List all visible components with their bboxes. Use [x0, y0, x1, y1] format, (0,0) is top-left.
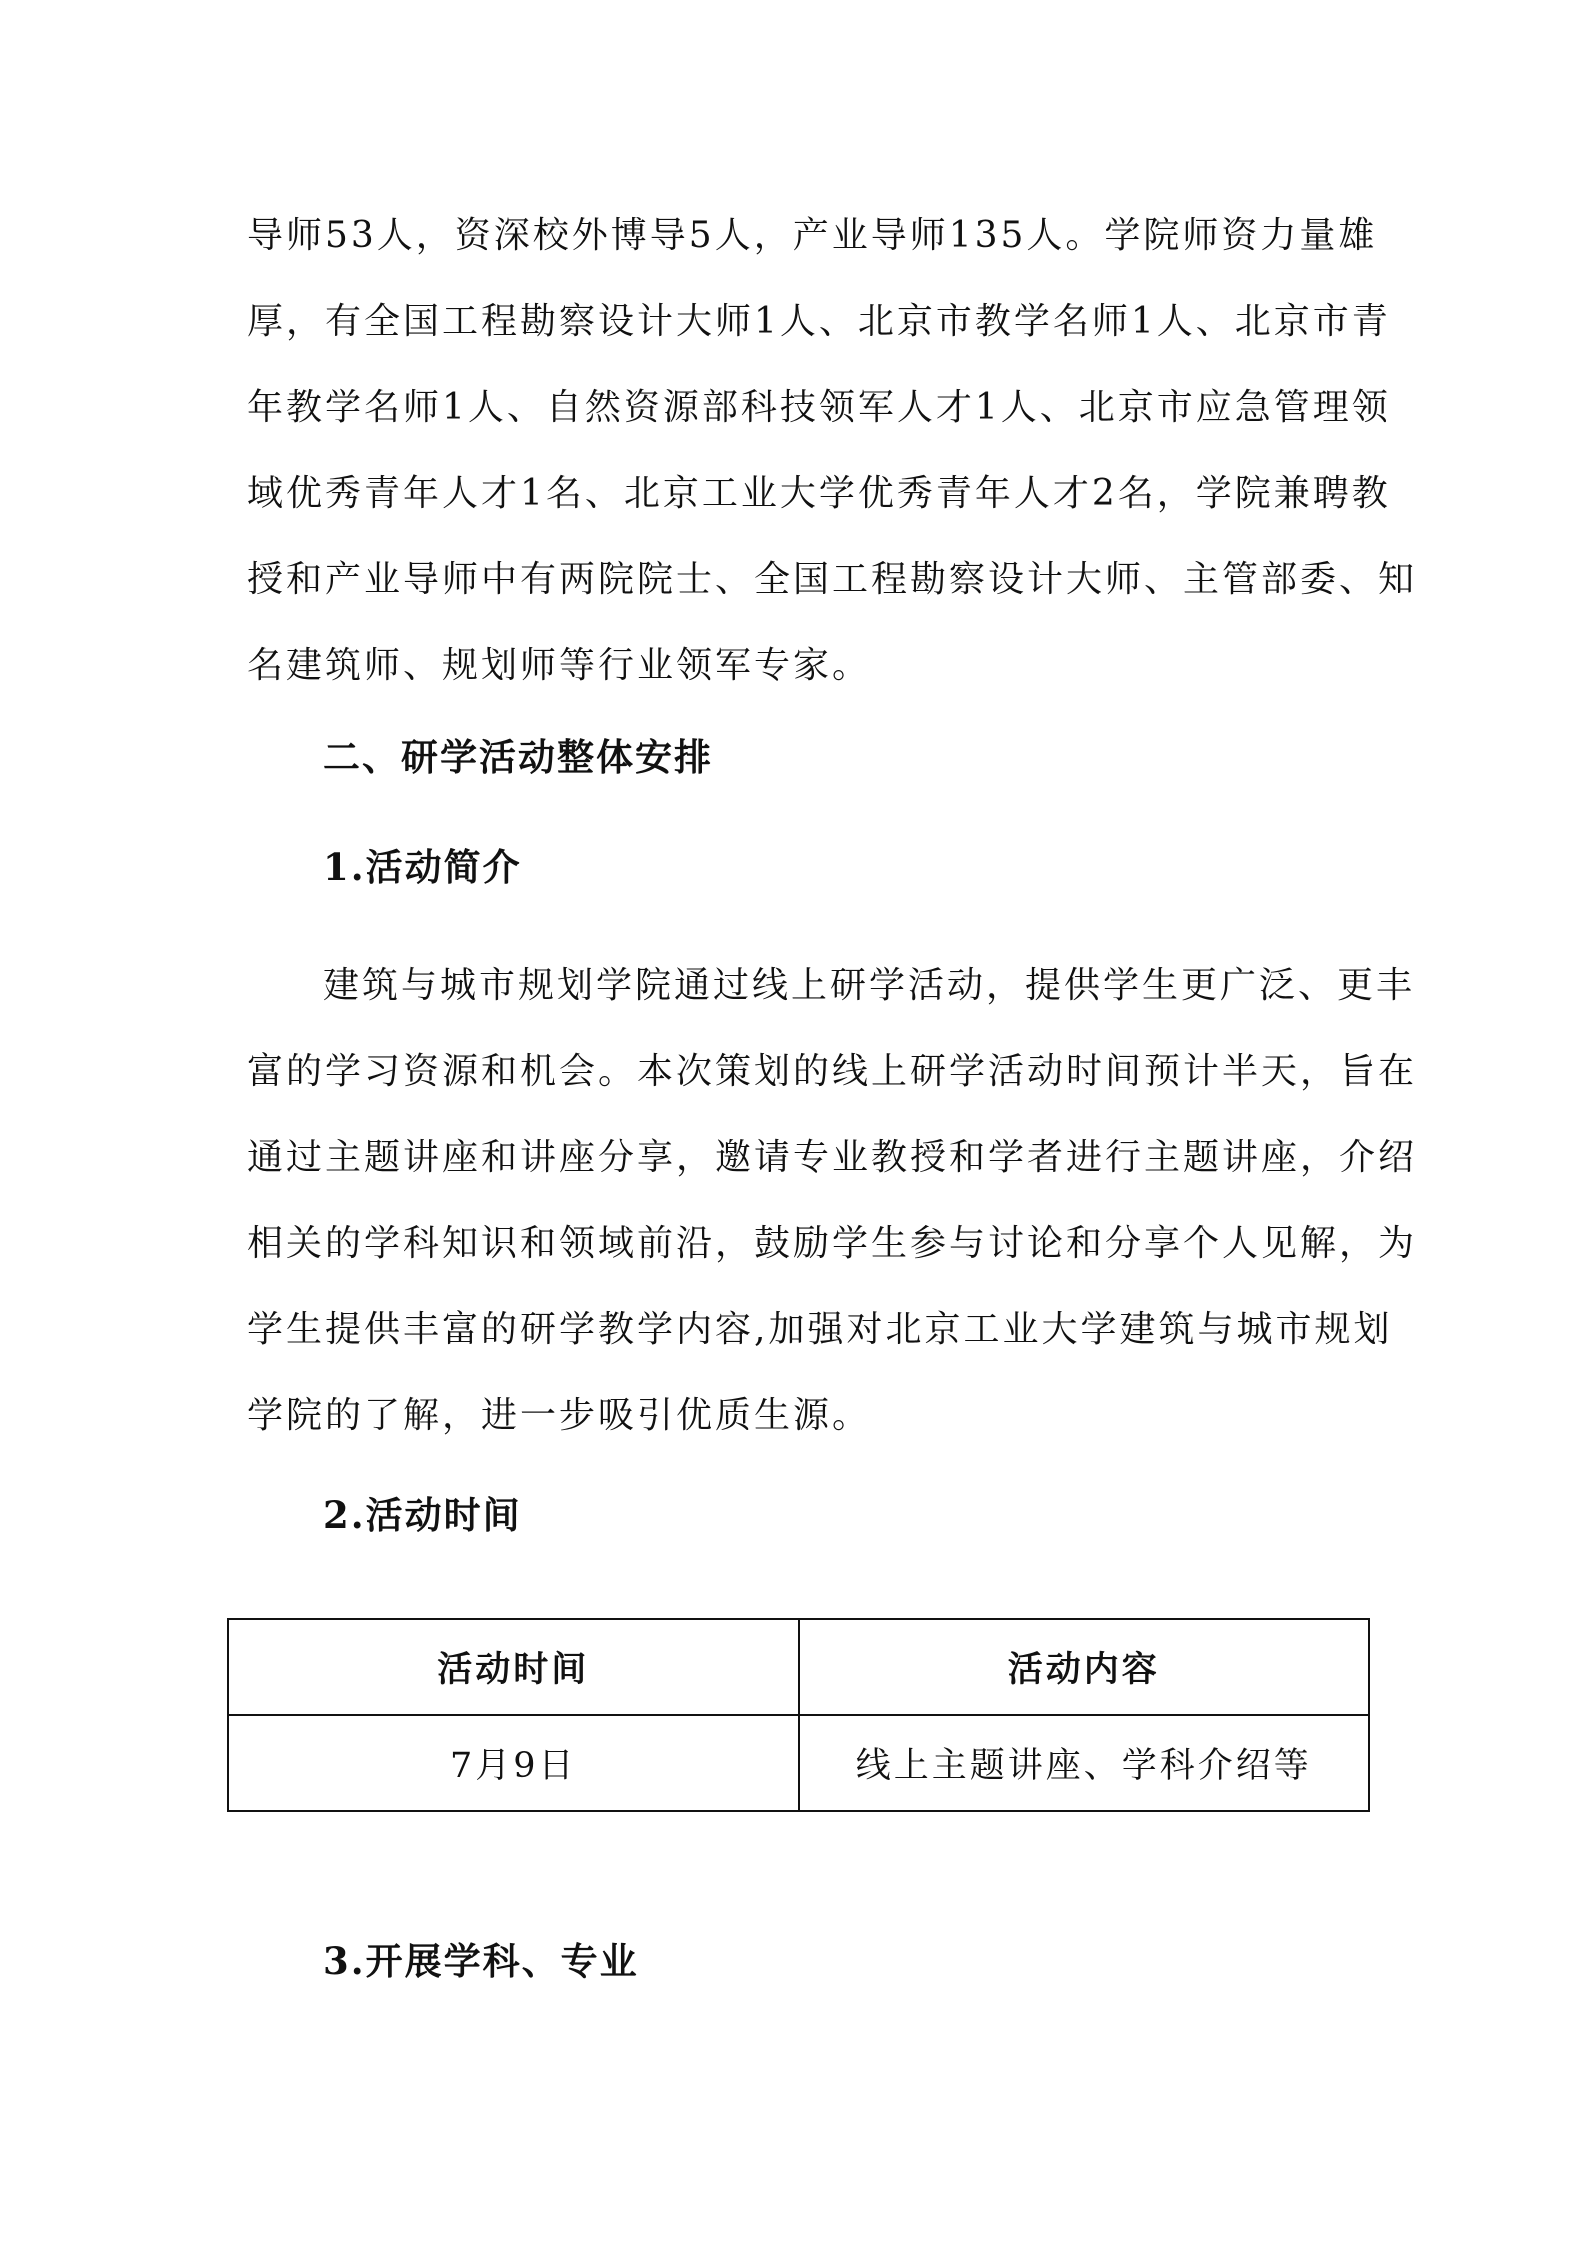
- paragraph-line: 厚，有全国工程勘察设计大师1人、北京市教学名师1人、北京市青: [247, 301, 1391, 342]
- table-row: [228, 1715, 1369, 1811]
- column-header-time: 活动时间: [228, 1619, 799, 1715]
- paragraph-line: 通过主题讲座和讲座分享，邀请专业教授和学者进行主题讲座，介绍: [247, 1137, 1418, 1178]
- paragraph-line: 域优秀青年人才1名、北京工业大学优秀青年人才2名，学院兼聘教: [247, 473, 1391, 514]
- cell-date: 7月9日: [228, 1715, 799, 1811]
- paragraph-line: 相关的学科知识和领域前沿，鼓励学生参与讨论和分享个人见解，为: [247, 1223, 1418, 1264]
- section-heading: 二、研学活动整体安排: [323, 736, 713, 779]
- schedule-table: [227, 1618, 1370, 1812]
- paragraph-line: 学院的了解，进一步吸引优质生源。: [247, 1395, 872, 1436]
- cell-content: 线上主题讲座、学科介绍等: [799, 1715, 1370, 1811]
- faculty-paragraph: [247, 193, 1418, 709]
- subsection-heading-intro: 1.活动简介: [323, 845, 522, 889]
- table-header-row: [228, 1619, 1369, 1715]
- subsection-heading-subjects: 3.开展学科、专业: [323, 1939, 639, 1983]
- activity-intro-paragraph: [247, 943, 1418, 1459]
- subsection-heading-time: 2.活动时间: [323, 1493, 522, 1537]
- paragraph-line: 学生提供丰富的研学教学内容,加强对北京工业大学建筑与城市规划: [247, 1309, 1393, 1350]
- paragraph-line: 名建筑师、规划师等行业领军专家。: [247, 645, 872, 686]
- paragraph-line: 授和产业导师中有两院院士、全国工程勘察设计大师、主管部委、知: [247, 559, 1418, 600]
- paragraph-line: 年教学名师1人、自然资源部科技领军人才1人、北京市应急管理领: [247, 387, 1391, 428]
- column-header-content: 活动内容: [799, 1619, 1370, 1715]
- paragraph-line: 导师53人，资深校外博导5人，产业导师135人。学院师资力量雄: [247, 215, 1378, 256]
- paragraph-line: 富的学习资源和机会。本次策划的线上研学活动时间预计半天，旨在: [247, 1051, 1418, 1092]
- paragraph-line: 建筑与城市规划学院通过线上研学活动，提供学生更广泛、更丰: [323, 965, 1416, 1006]
